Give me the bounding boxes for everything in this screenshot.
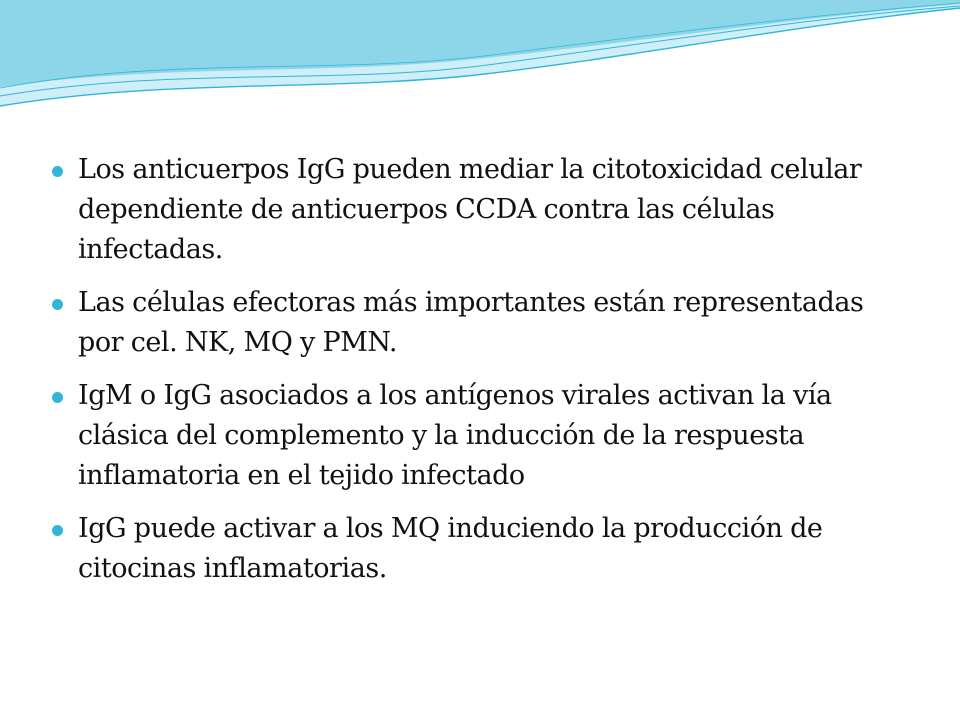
bullet-text: IgM o IgG asociados a los antígenos virales activan la vía clásica del complemento y la inducción de la respuesta inflamatoria en el tejido infectado xyxy=(78,380,832,491)
bullet-text: Los anticuerpos IgG pueden mediar la citotoxicidad celular dependiente de anticuerpos CCDA contra las células infectadas. xyxy=(78,154,862,265)
bullet-text: Las células efectoras más importantes están representadas por cel. NK, MQ y PMN. xyxy=(78,287,864,358)
header-wave-decoration xyxy=(0,0,960,120)
bullet-dot-icon xyxy=(52,525,63,536)
bullet-text: IgG puede activar a los MQ induciendo la producción de citocinas inflamatorias. xyxy=(78,513,823,584)
bullet-item xyxy=(48,150,908,270)
bullet-dot-icon xyxy=(52,299,63,310)
bullet-item xyxy=(48,509,908,589)
bullet-dot-icon xyxy=(52,166,63,177)
bullet-item xyxy=(48,283,908,363)
bullet-list xyxy=(48,150,908,602)
bullet-item xyxy=(48,376,908,496)
bullet-dot-icon xyxy=(52,392,63,403)
